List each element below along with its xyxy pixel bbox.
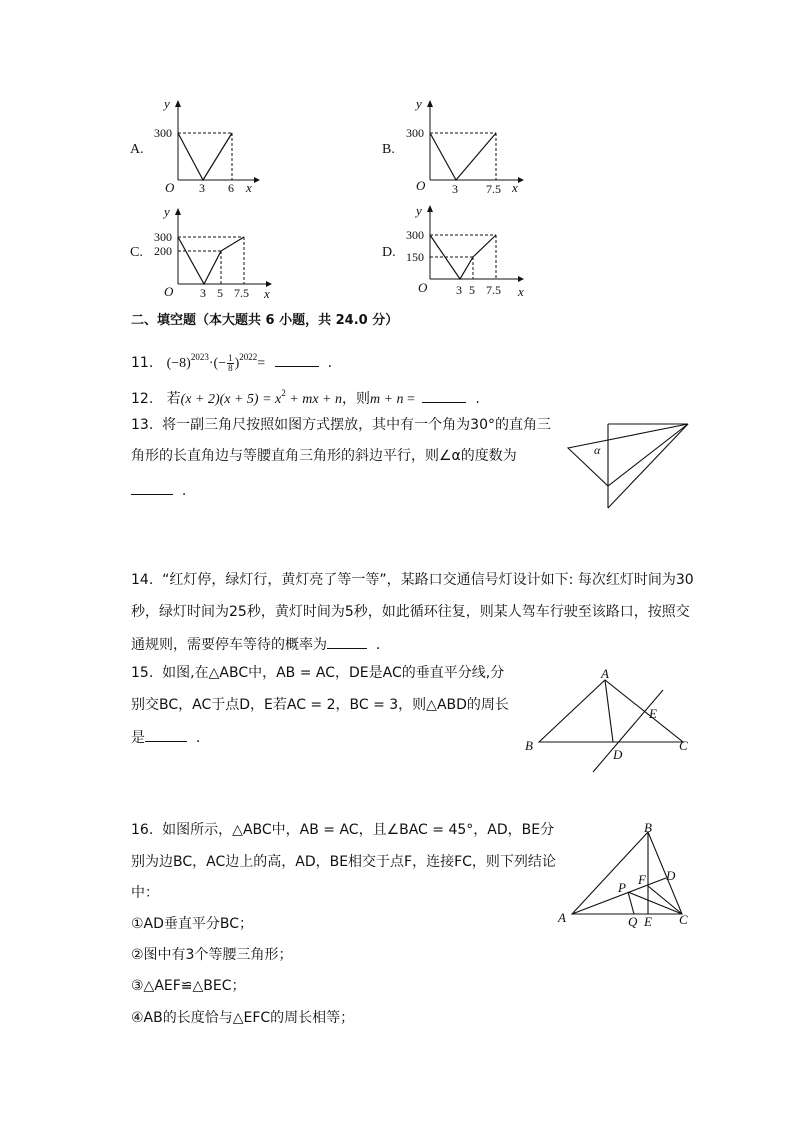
q15-answer-blank[interactable] <box>145 727 187 742</box>
option-d-graph <box>402 200 532 300</box>
b-x-tick-1: 7.5 <box>486 182 501 195</box>
q13-line-3 <box>131 480 186 501</box>
q11-number: 11. <box>131 355 154 371</box>
q11-frac-num: 1 <box>228 352 233 363</box>
q14-line-1 <box>131 570 694 590</box>
q13-answer-blank[interactable] <box>131 480 173 495</box>
option-c-label: C. <box>130 245 143 260</box>
q13-number: 13. <box>131 417 154 433</box>
a-x-axis-label: x <box>246 180 252 195</box>
q15-point-c: C <box>679 738 688 753</box>
a-x-tick-1: 6 <box>228 181 234 195</box>
q14-end: . <box>375 637 381 653</box>
q16-line-3: 中： <box>131 885 159 901</box>
q11-exp1: 2023 <box>190 352 209 362</box>
q13-line-1 <box>131 415 551 435</box>
q11-dot: · <box>208 356 214 371</box>
q13-end: . <box>181 483 187 499</box>
d-x-tick-2: 7.5 <box>486 283 501 297</box>
q12-text-a: 若 <box>166 391 181 407</box>
c-x-tick-0: 3 <box>200 286 206 300</box>
q13-figure <box>560 410 695 515</box>
q11-answer-blank[interactable] <box>275 352 319 367</box>
q12-expr3: m + n <box>369 392 404 407</box>
b-y-axis-label: y <box>416 96 422 111</box>
q16-point-q: Q <box>628 914 638 929</box>
q16-statement-1: ①AD垂直平分BC； <box>131 916 254 932</box>
a-x-tick-0: 3 <box>199 181 205 195</box>
q16-statement-4: ④AB的长度恰与△EFC的周长相等； <box>131 1010 355 1026</box>
q16-point-c: C <box>679 912 688 927</box>
q14-text-1: “红灯停，绿灯行，黄灯亮了等一等”，某路口交通信号灯设计如下: 每次红灯时间为30 <box>162 572 694 588</box>
d-x-tick-0: 3 <box>456 283 462 297</box>
q11-paren-open: (− <box>213 356 227 371</box>
c-x-tick-2: 7.5 <box>234 286 249 300</box>
q16-point-b: B <box>644 820 652 835</box>
d-x-tick-1: 5 <box>469 283 475 297</box>
section-title: 二、填空题（本大题共 6 小题，共 24.0 分） <box>131 313 399 328</box>
q12-eq: = <box>403 392 419 407</box>
q16-point-a: A <box>558 910 566 925</box>
a-y-axis-label: y <box>164 96 170 111</box>
q14-line-2: 秒，绿灯时间为25秒，黄灯时间为5秒，如此循环往复，则某人驾车行驶至该路口，按照交 <box>131 604 690 620</box>
c-y-tick-1: 200 <box>154 244 172 258</box>
q12-expr2: + mx + n <box>285 392 342 407</box>
q12-text-b: ，则 <box>341 391 370 407</box>
q12-number: 12. <box>131 391 154 407</box>
q11-base1: (−8) <box>166 356 191 371</box>
q12-answer-blank[interactable] <box>422 388 466 403</box>
option-b-graph <box>402 95 532 195</box>
q14-answer-blank[interactable] <box>327 634 367 649</box>
q14-line-3 <box>131 634 380 655</box>
option-a-graph <box>150 95 260 195</box>
q15-line-1 <box>131 663 504 683</box>
option-c-graph <box>150 203 280 303</box>
q16-line-1 <box>131 820 554 840</box>
q16-text-1: 如图所示，△ABC中，AB = AC，且∠BAC = 45°，AD，BE分 <box>162 822 555 838</box>
q16-line-2: 别为边BC，AC边上的高，AD，BE相交于点F，连接FC，则下列结论 <box>131 854 556 870</box>
option-d-label: D. <box>382 245 396 260</box>
q15-number: 15. <box>131 665 154 681</box>
c-x-tick-1: 5 <box>217 286 223 300</box>
d-y-tick-0: 300 <box>406 228 424 242</box>
c-y-axis-label: y <box>164 204 170 219</box>
option-a-label: A. <box>130 142 144 157</box>
q15-line-2: 别交BC，AC于点D，E若AC = 2，BC = 3，则△ABD的周长 <box>131 697 509 713</box>
q14-text-3: 通规则，需要停车等待的概率为 <box>131 637 327 653</box>
q15-text-3: 是 <box>131 730 145 746</box>
d-x-axis-label: x <box>518 284 524 299</box>
b-x-axis-label: x <box>512 180 518 195</box>
q13-line-2: 角形的长直角边与等腰直角三角形的斜边平行，则∠α的度数为 <box>131 448 517 464</box>
c-origin-label: O <box>164 284 174 299</box>
q11-frac-den: 8 <box>228 362 233 373</box>
a-origin-label: O <box>165 180 175 195</box>
q16-point-f: F <box>638 872 646 887</box>
q11-fraction <box>227 354 234 373</box>
q13-alpha-label: α <box>594 443 601 457</box>
q15-point-a: A <box>601 666 609 681</box>
q16-point-d: D <box>666 868 676 883</box>
q16-point-e: E <box>644 914 652 929</box>
option-b-label: B. <box>382 142 395 157</box>
a-y-tick: 300 <box>154 126 172 140</box>
d-y-axis-label: y <box>416 203 422 218</box>
question-11 <box>131 347 332 374</box>
q16-number: 16. <box>131 822 154 838</box>
q15-text-1: 如图,在△ABC中，AB = AC，DE是AC的垂直平分线,分 <box>162 665 505 681</box>
q11-paren-close: ) <box>234 356 240 371</box>
q13-text-1: 将一副三角尺按照如图方式摆放，其中有一个角为30°的直角三 <box>162 417 551 433</box>
b-x-tick-0: 3 <box>452 182 458 195</box>
q15-point-b: B <box>525 738 533 753</box>
c-x-axis-label: x <box>264 286 270 301</box>
q16-statement-3: ③△AEF≌△BEC； <box>131 978 246 994</box>
question-12 <box>131 383 480 410</box>
q16-point-p: P <box>618 880 626 895</box>
q12-end: . <box>475 391 480 407</box>
b-origin-label: O <box>416 178 426 193</box>
q16-statement-2: ②图中有3个等腰三角形； <box>131 947 293 963</box>
q11-end: . <box>327 355 333 371</box>
q15-figure <box>515 662 705 777</box>
q14-number: 14. <box>131 572 154 588</box>
q12-exp: 2 <box>281 388 286 398</box>
q11-exp2: 2022 <box>239 352 258 362</box>
q16-figure <box>552 820 702 935</box>
q11-eq: = <box>257 356 269 371</box>
b-y-tick: 300 <box>406 126 424 140</box>
q15-line-3 <box>131 727 200 748</box>
d-y-tick-1: 150 <box>406 250 424 264</box>
q12-expr: (x + 2)(x + 5) = x <box>180 392 282 407</box>
c-y-tick-0: 300 <box>154 230 172 244</box>
q15-end: . <box>195 730 201 746</box>
q15-point-d: D <box>613 747 623 762</box>
q15-point-e: E <box>649 706 657 721</box>
d-origin-label: O <box>418 280 428 295</box>
